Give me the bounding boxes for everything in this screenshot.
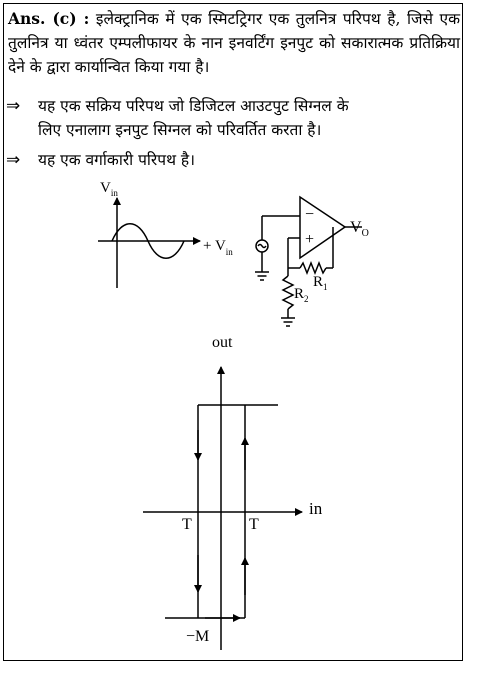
r2-label: $R_2$: [294, 286, 309, 304]
threshold-left-label: T: [182, 516, 192, 533]
sine-wave-plot: [98, 198, 200, 288]
point-2-line-1: यह एक वर्गाकारी परिपथ है।: [38, 151, 196, 169]
negative-m-label: −M: [186, 628, 210, 645]
implies-arrow-icon: ⇒: [6, 150, 21, 170]
hysteresis-graph: [143, 367, 302, 650]
resistor-r2: [283, 276, 293, 309]
threshold-right-label: T: [249, 516, 259, 533]
point-1-line-1: यह एक सक्रिय परिपथ जो डिजिटल आउटपुट सिग्नल के: [38, 97, 349, 115]
output-label: $V_O$: [350, 219, 369, 239]
out-axis-label: out: [212, 334, 233, 351]
inverting-sign: −: [305, 206, 315, 223]
resistor-r1: [300, 263, 326, 273]
point-1-line-2: लिए एनालाग इनपुट सिग्नल को परिवर्तित करता है।: [38, 121, 322, 139]
noninverting-sign: +: [305, 231, 315, 248]
answer-intro: इलेक्ट्रानिक में एक स्मिटट्रिगर एक तुलनित्र परिपथ है, जिसे एक तुलनित्र या ध्वंतर एम्पलीफायर के नान इनवर्टिंग इनपुट को सकारात्मक प्रतिक्रिया देने के द्वारा कार्यान्वित किया गया है।: [8, 10, 460, 76]
answer-label: Ans. (c) :: [8, 9, 90, 28]
implies-arrow-icon: ⇒: [6, 96, 21, 116]
input-signal-label: + $V_{in}$: [203, 238, 233, 257]
r1-label: $R_1$: [313, 274, 328, 292]
in-axis-label: in: [309, 499, 323, 518]
vin-axis-label: $V_{in}$: [100, 180, 118, 198]
ac-source-wave-icon: [258, 245, 266, 248]
